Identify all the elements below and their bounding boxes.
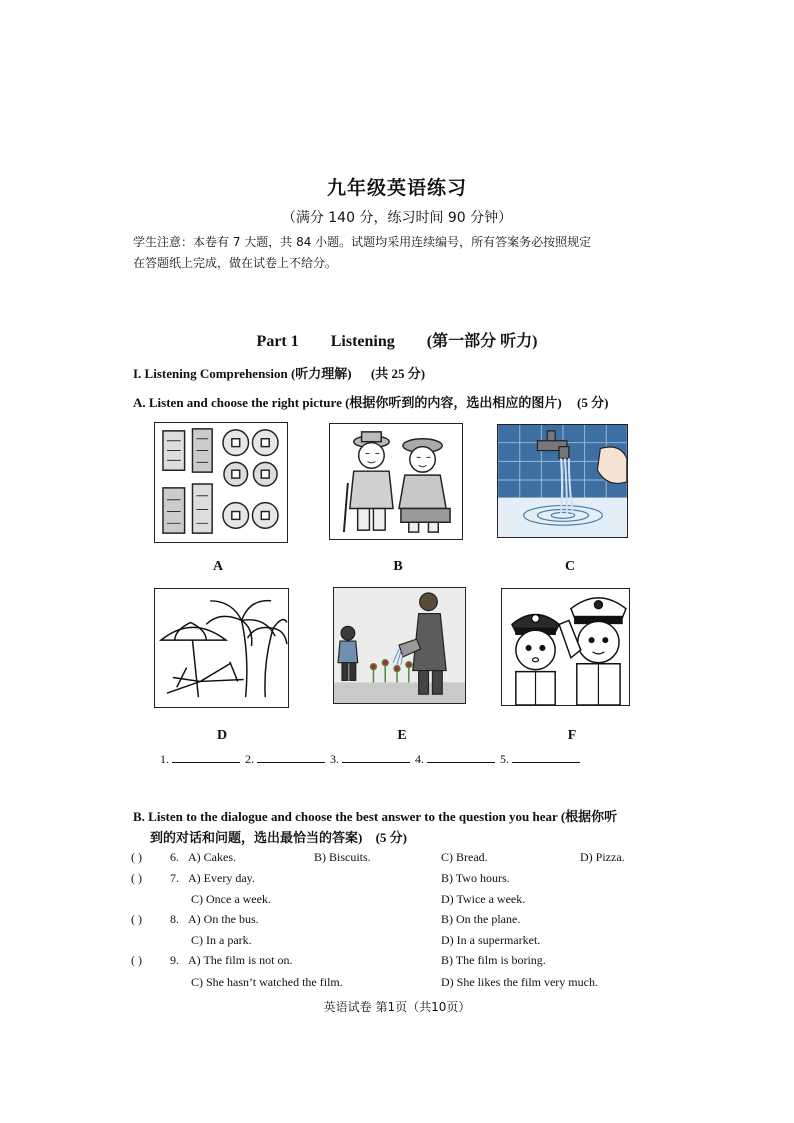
picture-b	[329, 423, 463, 540]
q7-option-a: A) Every day.	[188, 871, 255, 885]
section-b-score: (5 分)	[375, 830, 408, 845]
q9-option-d: D) She likes the film very much.	[441, 975, 598, 989]
answer-blank-3[interactable]	[342, 750, 410, 763]
picture-d-label: D	[216, 728, 228, 743]
section-b-heading-line-2	[150, 827, 407, 846]
q7-option-d: D) Twice a week.	[441, 892, 526, 906]
exam-subtitle: （满分 140 分，练习时间 90 分钟）	[281, 210, 513, 226]
answer-bracket-7[interactable]: ( )	[131, 871, 142, 885]
answer-bracket-9[interactable]: ( )	[131, 953, 142, 967]
blank-label-2: 2.	[245, 752, 254, 766]
section-i-heading	[133, 363, 425, 382]
q9-option-c: C) She hasn’t watched the film.	[191, 975, 343, 989]
section-i-score: (共 25 分)	[370, 366, 426, 381]
blank-label-4: 4.	[415, 752, 424, 766]
q6-option-b: B) Biscuits.	[314, 850, 371, 864]
q8-option-d: D) In a supermarket.	[441, 933, 541, 947]
q6-option-d: D) Pizza.	[580, 850, 625, 864]
picture-c-label: C	[564, 559, 576, 574]
answer-blank-5[interactable]	[512, 750, 580, 763]
page-footer: 英语试卷 第1页（共10页）	[323, 1000, 471, 1014]
picture-f-label: F	[567, 728, 577, 743]
blank-label-1: 1.	[160, 752, 169, 766]
q7-option-c: C) Once a week.	[191, 892, 271, 906]
part-name: Listening	[330, 333, 395, 350]
section-a-title: A. Listen and choose the right picture (根据你听到的内容，选出相应的图片)	[133, 395, 562, 410]
picture-c	[497, 424, 628, 538]
picture-f	[501, 588, 630, 706]
q6-option-a: A) Cakes.	[188, 850, 236, 864]
question-number-6: 6.	[170, 850, 179, 864]
q8-option-c: C) In a park.	[191, 933, 252, 947]
beach-chair-palm-icon	[155, 589, 288, 707]
answer-bracket-8[interactable]: ( )	[131, 912, 142, 926]
running-tap-icon	[498, 425, 627, 537]
answer-blank-2[interactable]	[257, 750, 325, 763]
police-officers-icon	[502, 589, 629, 705]
question-number-9: 9.	[170, 953, 179, 967]
picture-e	[333, 587, 466, 704]
section-b-title-line-2: 到的对话和问题，选出最恰当的答案)	[150, 830, 363, 845]
picture-a-label: A	[212, 559, 224, 574]
student-notice-line-2: 在答题纸上完成，做在试卷上不给分。	[133, 256, 338, 270]
picture-d	[154, 588, 289, 708]
q9-option-a: A) The film is not on.	[188, 953, 293, 967]
answer-blank-1[interactable]	[172, 750, 240, 763]
blank-label-5: 5.	[500, 752, 509, 766]
question-number-7: 7.	[170, 871, 179, 885]
student-notice-line-1: 学生注意：本卷有 7 大题，共 84 小题。试题均采用连续编号，所有答案务必按照规定	[133, 235, 592, 249]
q9-option-b: B) The film is boring.	[441, 953, 546, 967]
picture-b-label: B	[393, 559, 403, 574]
elderly-couple-icon	[330, 424, 462, 539]
answer-bracket-6[interactable]: ( )	[131, 850, 142, 864]
part-heading	[0, 328, 794, 351]
answer-blanks	[160, 750, 582, 767]
q8-option-a: A) On the bus.	[188, 912, 259, 926]
q8-option-b: B) On the plane.	[441, 912, 521, 926]
picture-a	[154, 422, 288, 543]
exam-title: 九年级英语练习	[326, 177, 467, 199]
section-a-score: (5 分)	[577, 395, 609, 410]
watering-flowers-icon	[334, 588, 465, 703]
q7-option-b: B) Two hours.	[441, 871, 510, 885]
section-b-title-line-1: B. Listen to the dialogue and choose the best answer to the question you hear (根据你听	[133, 809, 618, 824]
answer-blank-4[interactable]	[427, 750, 495, 763]
part-name-cn: (第一部分 听力)	[426, 333, 538, 350]
part-number: Part 1	[256, 333, 299, 350]
picture-e-label: E	[397, 728, 407, 743]
section-i-title: I. Listening Comprehension (听力理解)	[133, 366, 352, 381]
q6-option-c: C) Bread.	[441, 850, 488, 864]
section-a-heading	[133, 392, 608, 411]
ancient-coins-icon	[155, 423, 287, 542]
blank-label-3: 3.	[330, 752, 339, 766]
question-number-8: 8.	[170, 912, 179, 926]
